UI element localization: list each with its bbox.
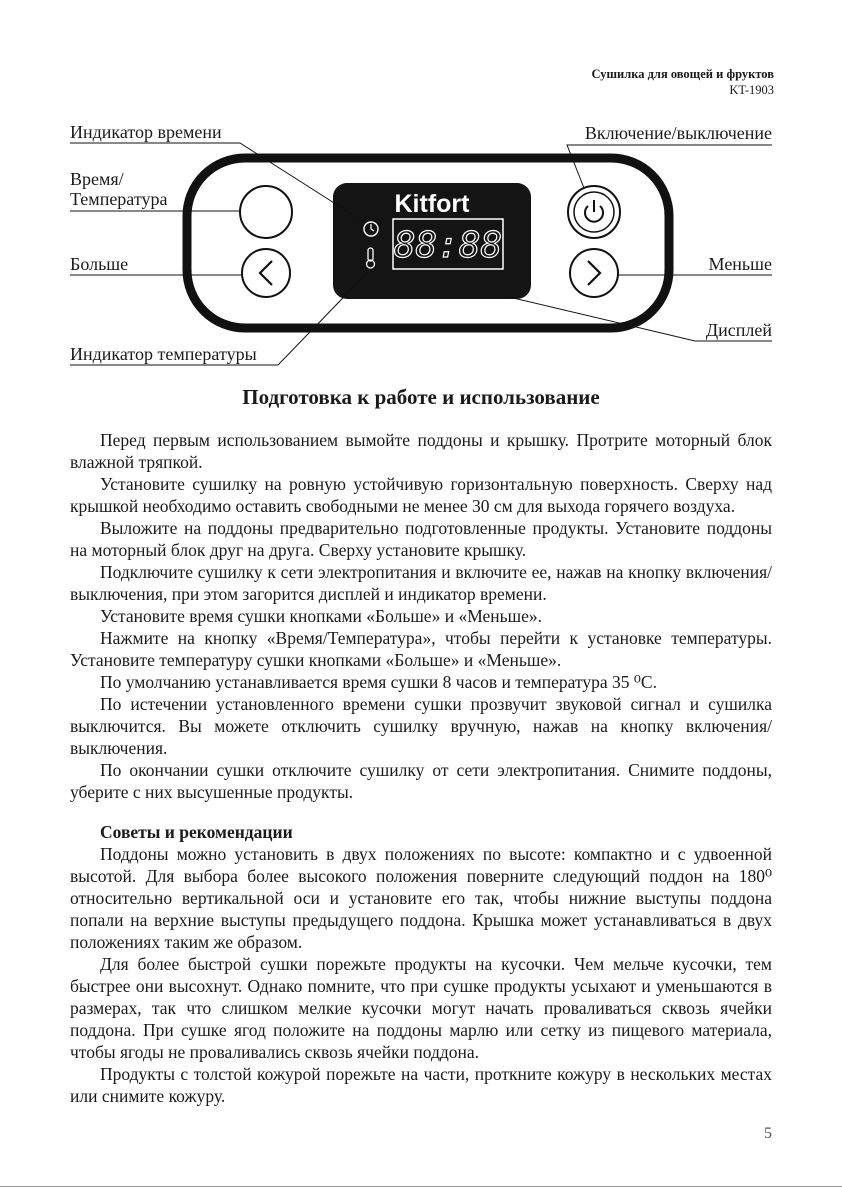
display-digits: 88:88 — [393, 225, 503, 266]
label-time-indicator: Индикатор времени — [70, 122, 222, 142]
label-power: Включение/выключение — [584, 123, 772, 143]
label-display: Дисплей — [705, 320, 772, 340]
footer-rule — [0, 1186, 842, 1187]
label-more: Больше — [70, 254, 129, 274]
more-button[interactable] — [242, 249, 290, 297]
paragraph: Перед первым использованием вымойте поддоны и крышку. Протрите моторный блок влажной тряпкой. — [70, 430, 772, 472]
paragraph: Выложите на поддоны предварительно подготовленные продукты. Установите поддоны на моторный блок друг на друга. Сверху установите крышку. — [70, 518, 772, 560]
tips-paragraph: Продукты с толстой кожурой порежьте на части, проткните кожуру в нескольких местах или снимите кожуру. — [70, 1064, 772, 1106]
page-number: 5 — [764, 1125, 772, 1142]
paragraph: Нажмите на кнопку «Время/Температура», чтобы перейти к установке температуры. Установите температуру сушки кнопками «Больше» и «Меньше». — [70, 628, 772, 670]
label-temp-indicator: Индикатор температуры — [70, 344, 257, 364]
label-less: Меньше — [708, 254, 772, 274]
header-product: Сушилка для овощей и фруктов — [591, 67, 774, 81]
paragraph: Установите время сушки кнопками «Больше» и «Меньше». — [100, 606, 543, 626]
tips-paragraph: Для более быстрой сушки порежьте продукты на кусочки. Чем мельче кусочки, тем быстрее они высохнут. Однако помните, что при сушке продукты усыхают и уменьшаются в размерах, так что слишком мелкие кусочки могут начать проваливаться сквозь ячейки поддона. При сушке ягод положите на поддоны марлю или сетку из пищевого материала, чтобы ягоды не проваливались сквозь ячейки поддона. — [70, 954, 772, 1062]
label-time-temp: Время/ Температура — [70, 169, 168, 209]
header-model: KT-1903 — [729, 83, 774, 97]
paragraph: По истечении установленного времени сушки прозвучит звуковой сигнал и сушилка выключится. Вы можете отключить сушилку вручную, нажав на кнопку включения/выключения. — [70, 694, 772, 758]
time-temp-button[interactable] — [240, 186, 292, 238]
paragraph: По умолчанию устанавливается время сушки 8 часов и температура 35 ⁰С. — [100, 672, 657, 692]
section-title: Подготовка к работе и использование — [242, 385, 600, 409]
body-text — [70, 429, 772, 1107]
paragraph: Подключите сушилку к сети электропитания и включите ее, нажав на кнопку включения/выключения, при этом загорится дисплей и индикатор времени. — [70, 562, 772, 604]
brand-logo: Kitfort — [394, 190, 470, 218]
tips-paragraph: Поддоны можно установить в двух положениях по высоте: компактно и с удвоенной высотой. Для выбора более высокого положения поверните следующий поддон на 180⁰ относительно вертикальной оси и установите его так, чтобы нижние выступы поддона попали на верхние выступы предыдущего поддона. Крышка может устанавливаться в двух положениях таким же образом. — [70, 844, 772, 952]
tips-heading: Советы и рекомендации — [100, 822, 293, 842]
paragraph: По окончании сушки отключите сушилку от сети электропитания. Снимите поддоны, уберите с них высушенные продукты. — [70, 760, 772, 802]
less-button[interactable] — [570, 249, 618, 297]
power-button[interactable] — [568, 186, 620, 238]
paragraph: Установите сушилку на ровную устойчивую горизонтальную поверхность. Сверху над крышкой необходимо оставить свободными не менее 30 см для выхода горячего воздуха. — [70, 474, 772, 516]
